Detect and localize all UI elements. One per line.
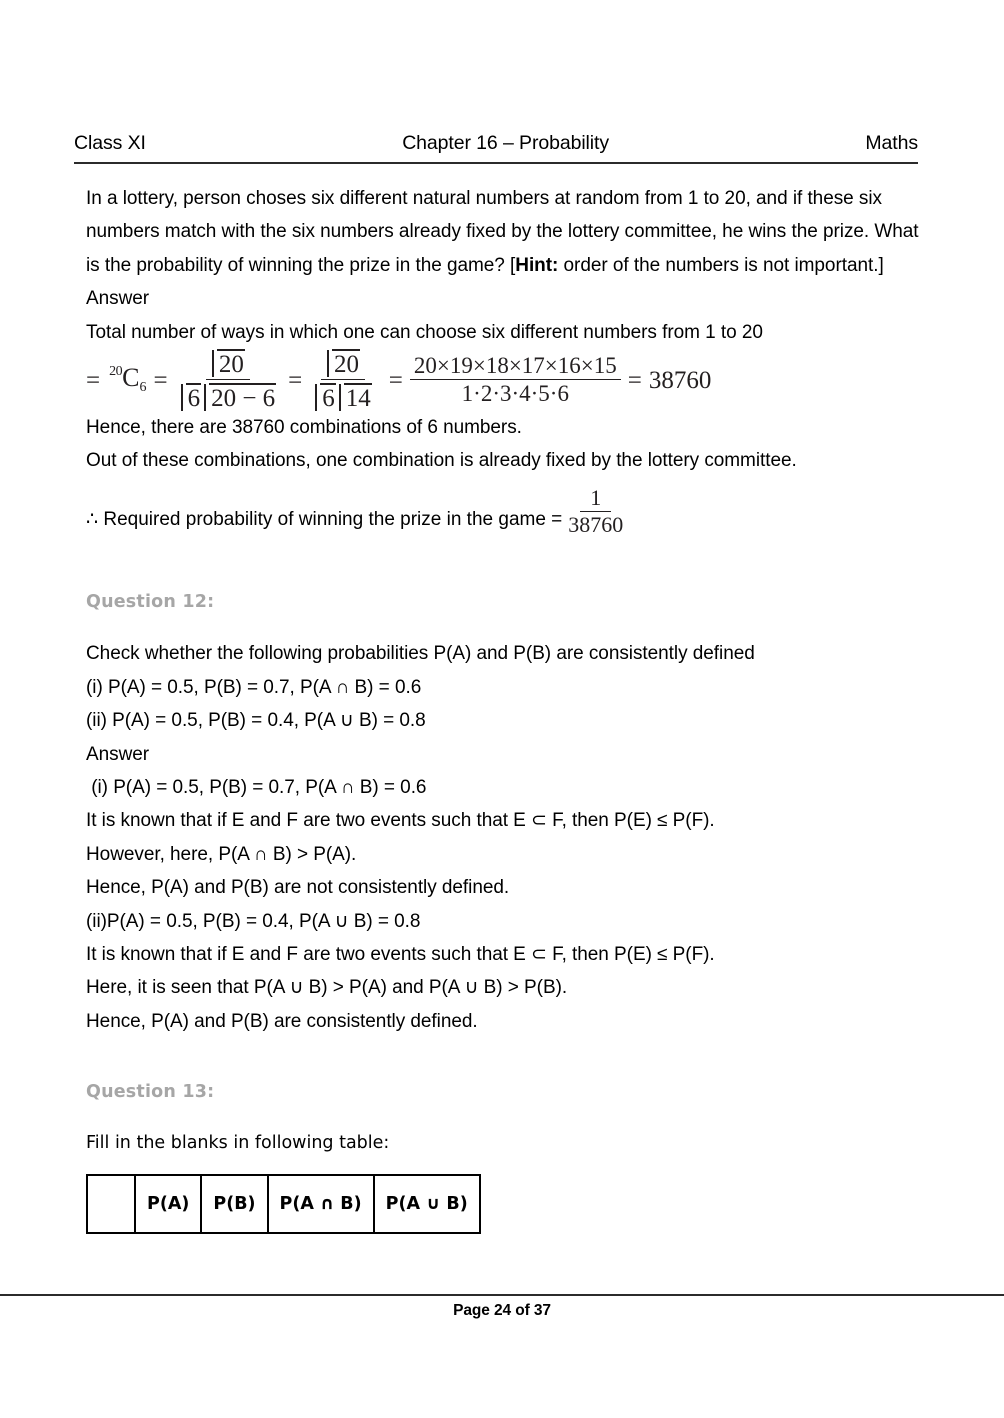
q11-prompt-part1: In a lottery, person choses six different natural numbers at random from 1 to 20, and if these six numbers match with the six numbers already fixed by the lottery committee, he wins the prize. What is the probability of winning the prize in the game? [ (86, 188, 924, 276)
page-number: Page 24 of 37 (453, 1302, 551, 1319)
footer-divider (0, 1294, 1004, 1296)
q11-required-probability (86, 486, 922, 537)
question-12-heading: Question 12: (86, 591, 215, 612)
equals-sign-5: = (627, 366, 642, 394)
combination-r: 6 (139, 380, 147, 396)
table-header-pb: P(B) (201, 1175, 267, 1233)
q12-answer-i-hence: Hence, P(A) and P(B) are not consistently defined. (86, 877, 510, 899)
q12-answer-i-given: (i) P(A) = 0.5, P(B) = 0.7, P(A ∩ B) = 0.6 (86, 776, 427, 798)
combination-c: C (122, 363, 140, 393)
equals-sign-3: = (288, 366, 303, 394)
q11-outof-line: Out of these combinations, one combination is already fixed by the lottery committee. (86, 450, 797, 472)
table-row (87, 1175, 480, 1233)
q12-answer-ii-known: It is known that if E and F are two events such that E ⊂ F, then P(E) ≤ P(F). (86, 944, 715, 965)
page-body (86, 182, 922, 1234)
probability-denominator: 38760 (568, 511, 624, 537)
combination-n: 20 (109, 364, 123, 380)
q11-required-probability-label: ∴ Required probability of winning the prize in the game = (86, 508, 563, 530)
fraction-1-numerator (206, 348, 250, 380)
q11-equation (86, 349, 922, 411)
factorial-14-icon (337, 382, 372, 412)
q11-hence-line: Hence, there are 38760 combinations of 6 numbers. (86, 417, 522, 439)
q12-answer-ii-here: Here, it is seen that P(A ∪ B) > P(A) and P(A ∪ B) > P(B). (86, 977, 568, 999)
combination-symbol (107, 365, 146, 395)
factorial-20-icon (210, 348, 245, 378)
fraction-expanded (410, 354, 621, 406)
header-chapter-title: Chapter 16 – Probability (402, 132, 609, 154)
factorial-20b-icon (325, 348, 360, 378)
equals-sign-1: = (86, 366, 101, 394)
table-header-p-a-or-b: P(A ∪ B) (374, 1175, 480, 1233)
q12-item-i: (i) P(A) = 0.5, P(B) = 0.7, P(A ∩ B) = 0.6 (86, 676, 422, 698)
fraction-2-denominator (309, 380, 377, 412)
question-13-heading: Question 13: (86, 1081, 215, 1102)
fraction-factorial-2 (309, 348, 377, 413)
fraction-3-denominator: 1·2·3·4·5·6 (461, 381, 569, 407)
factorial-6b-icon (313, 382, 336, 412)
page-header (74, 132, 918, 164)
equation-result: 38760 (648, 366, 712, 394)
q13-table-wrapper (86, 1174, 922, 1234)
header-class-label: Class XI (74, 132, 146, 154)
factorial-5-value: 6 (322, 385, 335, 413)
q11-hint-label: Hint: (515, 254, 559, 276)
fraction-1-denominator (175, 380, 282, 412)
factorial-20minus6-icon (202, 382, 276, 412)
header-subject-label: Maths (865, 132, 918, 154)
fraction-factorial-1 (175, 348, 282, 413)
fraction-2-numerator (321, 348, 365, 380)
factorial-4-value: 20 (334, 350, 360, 378)
q11-total-ways-line: Total number of ways in which one can choose six different numbers from 1 to 20 (86, 321, 763, 343)
table-cell-row-label[interactable] (87, 1175, 135, 1233)
q11-prompt-part2: order of the numbers is not important.] (558, 254, 884, 276)
q12-answer-ii-hence: Hence, P(A) and P(B) are consistently defined. (86, 1010, 478, 1032)
q11-prompt (86, 182, 922, 282)
probability-numerator: 1 (580, 486, 611, 512)
probability-fraction (566, 486, 625, 537)
table-header-pa: P(A) (135, 1175, 201, 1233)
equals-sign-4: = (388, 366, 403, 394)
factorial-6-value: 14 (345, 385, 371, 413)
factorial-3-value: 20 − 6 (211, 385, 276, 413)
q11-answer-label: Answer (86, 288, 150, 310)
factorial-6-icon (179, 382, 202, 412)
probability-blanks-table (86, 1174, 481, 1234)
q12-answer-i-however: However, here, P(A ∩ B) > P(A). (86, 843, 357, 865)
factorial-2-value: 6 (187, 385, 201, 413)
q12-item-ii: (ii) P(A) = 0.5, P(B) = 0.4, P(A ∪ B) = 0.8 (86, 710, 426, 732)
q12-answer-ii-given: (ii)P(A) = 0.5, P(B) = 0.4, P(A ∪ B) = 0.8 (86, 910, 421, 932)
q12-prompt: Check whether the following probabilities P(A) and P(B) are consistently defined (86, 643, 755, 665)
q13-prompt: Fill in the blanks in following table: (86, 1133, 390, 1154)
table-header-p-a-and-b: P(A ∩ B) (268, 1175, 374, 1233)
factorial-1-value: 20 (218, 350, 244, 378)
q12-answer-i-known: It is known that if E and F are two events such that E ⊂ F, then P(E) ≤ P(F). (86, 810, 715, 832)
q12-answer-label: Answer (86, 743, 150, 765)
fraction-3-numerator: 20×19×18×17×16×15 (410, 354, 621, 380)
equals-sign-2: = (153, 366, 168, 394)
